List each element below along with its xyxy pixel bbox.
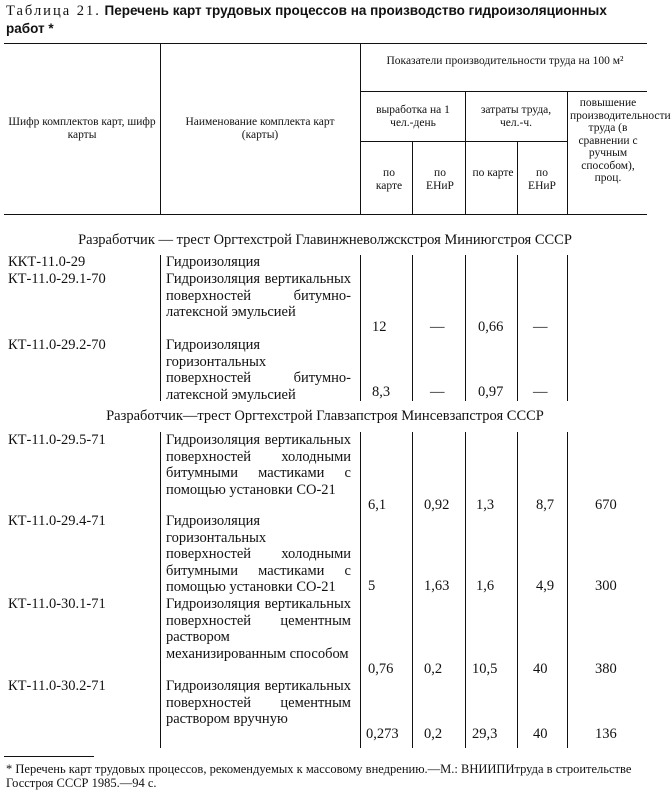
row-name: Гидроизоляция горизонтальных поверхностей битумно-латексной эмульсией	[166, 337, 351, 403]
row-name: Гидроизоляция горизонтальных поверхностей холодными битумными мастиками с помощью установки СО-21	[166, 513, 351, 596]
header-labor: затраты труда, чел.-ч.	[480, 104, 552, 129]
body2-divider-4	[465, 432, 466, 748]
value-output-card: 5	[368, 578, 376, 594]
row-code: КТ-11.0-29.1-70	[8, 271, 106, 287]
value-output-card: 12	[372, 319, 387, 335]
table-caption	[6, 2, 646, 38]
value-labor-card: 1,3	[476, 497, 495, 513]
value-labor-enir: —	[533, 319, 548, 335]
header-divider-3	[465, 91, 466, 214]
header-group: Показатели производительности труда на 100 м²	[386, 55, 624, 67]
row-code: КТ-11.0-30.1-71	[8, 596, 106, 612]
table-title: Перечень карт трудовых процессов на производство гидроизоляционных работ *	[6, 3, 607, 36]
header-code: Шифр комплектов карт, шифр карты	[8, 116, 156, 141]
body2-divider-5	[517, 432, 518, 748]
header-divider-5	[412, 141, 413, 214]
header-output: выработка на 1 чел.-день	[376, 104, 450, 129]
value-increase: 670	[595, 497, 617, 513]
subgroup-rule	[360, 141, 568, 142]
value-labor-enir: 40	[533, 726, 548, 742]
body2-divider-1	[160, 432, 161, 748]
row-name: Гидроизоляция вертикальных поверхностей битумно-латексной эмульсией	[166, 271, 351, 321]
header-output-card: по карте	[375, 167, 403, 192]
header-increase: повышение производительности труда (в сравнении с ручным способом), проц.	[570, 97, 671, 184]
header-divider-4	[567, 91, 568, 214]
value-output-enir: 0,2	[424, 661, 443, 677]
row-code: КТ-11.0-30.2-71	[8, 678, 106, 694]
developer-heading: Разработчик — трест Оргтехстрой Главинжневолжскстроя Миниюгстроя СССР	[78, 232, 572, 248]
value-output-enir: 0,2	[424, 726, 443, 742]
row-name: Гидроизоляция вертикальных поверхностей цементным раствором механизированным способом	[166, 596, 351, 662]
developer-heading: Разработчик—трест Оргтехстрой Главзапстроя Минсевзапстроя СССР	[106, 408, 544, 424]
value-output-enir: 1,63	[424, 578, 450, 594]
row-code: ККТ-11.0-29	[8, 254, 86, 270]
value-labor-card: 29,3	[472, 726, 498, 742]
body1-divider-5	[517, 255, 518, 401]
value-labor-card: 1,6	[476, 578, 495, 594]
header-name: Наименование комплекта карт (карты)	[185, 116, 335, 141]
row-name: Гидроизоляция вертикальных поверхностей цементным раствором вручную	[166, 678, 351, 728]
value-output-card: 0,273	[366, 726, 399, 742]
footnote-rule	[4, 756, 94, 757]
body2-divider-3	[412, 432, 413, 748]
row-name: Гидроизоляция вертикальных поверхностей холодными битумными мастиками с помощью установки СО-21	[166, 432, 351, 498]
header-labor-card: по карте	[472, 167, 514, 179]
body2-divider-2	[360, 432, 361, 748]
body1-divider-1	[160, 255, 161, 401]
row-code: КТ-11.0-29.2-70	[8, 337, 106, 353]
body2-divider-6	[567, 432, 568, 748]
header-divider-2	[360, 43, 361, 214]
value-labor-card: 0,66	[478, 319, 504, 335]
value-labor-card: 10,5	[472, 661, 498, 677]
footnote: * Перечень карт трудовых процессов, рекомендуемых к массовому внедрению.—М.: ВНИИПИтруда в строительстве Госстроя СССР 1985.—94 с.	[6, 762, 632, 790]
body1-divider-4	[465, 255, 466, 401]
value-output-card: 0,76	[368, 661, 394, 677]
row-name: Гидроизоляция	[166, 254, 261, 270]
body1-divider-2	[360, 255, 361, 401]
header-divider-1	[160, 43, 161, 214]
value-increase: 300	[595, 578, 617, 594]
value-labor-enir: 8,7	[536, 497, 555, 513]
value-output-card: 8,3	[372, 384, 391, 400]
row-code: КТ-11.0-29.4-71	[8, 513, 106, 529]
value-labor-enir: 40	[533, 661, 548, 677]
value-output-enir: 0,92	[424, 497, 450, 513]
header-divider-6	[517, 141, 518, 214]
value-increase: 380	[595, 661, 617, 677]
row-code: КТ-11.0-29.5-71	[8, 432, 106, 448]
value-labor-card: 0,97	[478, 384, 504, 400]
value-labor-enir: —	[533, 384, 548, 400]
value-increase: 136	[595, 726, 617, 742]
value-output-card: 6,1	[368, 497, 387, 513]
body1-divider-6	[567, 255, 568, 401]
table-label: Таблица 21.	[6, 3, 101, 19]
group-rule	[360, 91, 647, 92]
header-labor-enir: по ЕНиР	[528, 167, 556, 192]
body1-divider-3	[412, 255, 413, 401]
value-output-enir: —	[430, 319, 445, 335]
value-labor-enir: 4,9	[536, 578, 555, 594]
header-bottom-rule	[4, 214, 647, 215]
header-output-enir: по ЕНиР	[426, 167, 454, 192]
value-output-enir: —	[430, 384, 445, 400]
top-rule	[4, 43, 647, 44]
